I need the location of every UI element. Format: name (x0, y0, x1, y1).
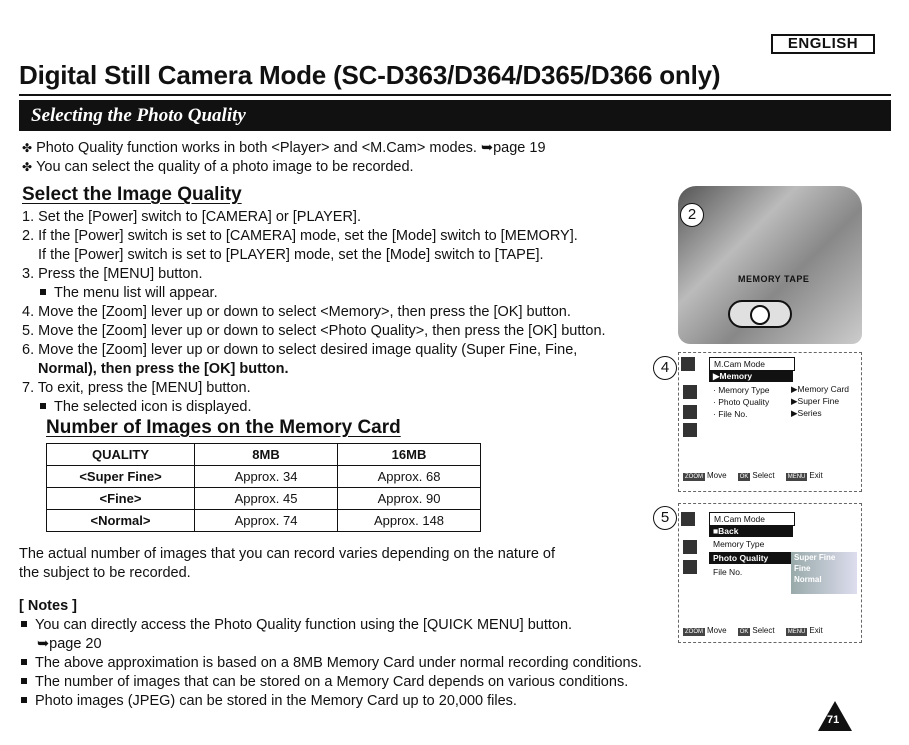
mode-title: M.Cam Mode (709, 512, 795, 526)
note-text: The above approximation is based on a 8MB Memory Card under normal recording conditions. (35, 655, 642, 671)
zoom-button-icon: ZOOM (685, 629, 703, 635)
table-cell: <Super Fine> (47, 466, 195, 488)
page-number: 71 (827, 714, 840, 726)
page-title: Digital Still Camera Mode (SC-D363/D364/D365/D366 only) (19, 60, 721, 90)
menu-value: ▶Super Fine (791, 396, 840, 406)
square-bullet-icon (21, 621, 27, 627)
menu-selected: ▶Memory (709, 370, 793, 382)
section-band (19, 100, 891, 131)
section-title: Selecting the Photo Quality (31, 105, 246, 126)
notes-heading: [ Notes ] (19, 598, 77, 614)
menu-item: · Photo Quality (713, 397, 770, 407)
diamond-bullet-icon: ✤ (22, 141, 33, 155)
footer-label: Exit (809, 471, 823, 480)
mode-switch-label: MEMORY TAPE (738, 274, 810, 284)
menu-item: Memory Type (713, 539, 765, 549)
ok-button-icon: OK (739, 629, 749, 635)
table-cell: Approx. 90 (338, 488, 481, 510)
table-cell: <Fine> (47, 488, 195, 510)
mode-title: M.Cam Mode (709, 357, 795, 371)
step-number-badge: 4 (653, 356, 677, 380)
quality-options (791, 552, 857, 594)
quality-option: Normal (794, 575, 822, 584)
square-bullet-icon (40, 403, 46, 409)
step-subline (38, 284, 218, 303)
camera-mode-icon (681, 357, 695, 371)
intro-line (22, 139, 546, 158)
menu-screen-4 (678, 352, 862, 492)
note-item (19, 616, 572, 635)
steps-heading: Select the Image Quality (22, 184, 242, 205)
step-line: 2. If the [Power] switch is set to [CAMERA] mode, set the [Mode] switch to [MEMORY]. (22, 228, 578, 244)
gear-icon (683, 423, 697, 437)
table-heading: Number of Images on the Memory Card (46, 417, 401, 438)
diamond-bullet-icon: ✤ (22, 160, 33, 174)
menu-value: ▶Series (791, 408, 822, 418)
table-cell: Approx. 74 (195, 510, 338, 532)
note-paragraph: the subject to be recorded. (19, 565, 191, 581)
footer-label: Select (752, 626, 775, 635)
menu-item-selected: Photo Quality (709, 552, 793, 564)
footer-label: Move (707, 471, 727, 480)
square-bullet-icon (21, 697, 27, 703)
step-line: 7. To exit, press the [MENU] button. (22, 380, 251, 396)
note-text: You can directly access the Photo Quality function using the [QUICK MENU] button. (35, 617, 573, 633)
step-line: If the [Power] switch is set to [PLAYER] mode, set the [Mode] switch to [TAPE]. (38, 247, 544, 263)
quality-table (46, 443, 481, 532)
step-line: 6. Move the [Zoom] lever up or down to select desired image quality (Super Fine, Fine, (22, 342, 578, 358)
table-header: QUALITY (47, 444, 195, 466)
table-cell: <Normal> (47, 510, 195, 532)
menu-screen-5 (678, 503, 862, 643)
memory-icon (683, 385, 697, 399)
table-cell: Approx. 68 (338, 466, 481, 488)
menu-footer (683, 626, 823, 636)
step-number-badge: 5 (653, 506, 677, 530)
step-line: 1. Set the [Power] switch to [CAMERA] or [PLAYER]. (22, 209, 361, 225)
table-row (47, 510, 481, 532)
menu-item: File No. (713, 567, 743, 577)
table-cell: Approx. 45 (195, 488, 338, 510)
menu-button-icon: MENU (787, 474, 806, 480)
step-subtext: The selected icon is displayed. (54, 399, 252, 415)
memory-icon (683, 540, 697, 554)
intro-line (22, 158, 414, 177)
intro-text: You can select the quality of a photo image to be recorded. (36, 159, 414, 175)
note-text: Photo images (JPEG) can be stored in the Memory Card up to 20,000 files. (35, 693, 517, 709)
step-line: 4. Move the [Zoom] lever up or down to select <Memory>, then press the [OK] button. (22, 304, 571, 320)
ok-button-icon: OK (739, 474, 749, 480)
menu-button-icon: MENU (787, 629, 806, 635)
menu-item: · File No. (713, 409, 748, 419)
footer-label: Move (707, 626, 727, 635)
menu-value: ▶Memory Card (791, 384, 850, 394)
back-item: ■Back (709, 525, 793, 537)
square-bullet-icon (21, 659, 27, 665)
step-subline (38, 398, 251, 417)
settings-icon (683, 405, 697, 419)
step-line: 5. Move the [Zoom] lever up or down to select <Photo Quality>, then press the [OK] button. (22, 323, 606, 339)
note-item: ➥page 20 (37, 636, 102, 652)
note-item (19, 692, 517, 711)
note-text: The number of images that can be stored on a Memory Card depends on various conditions. (35, 674, 629, 690)
menu-item: · Memory Type (713, 385, 770, 395)
table-row (47, 488, 481, 510)
table-cell: Approx. 34 (195, 466, 338, 488)
zoom-button-icon: ZOOM (685, 474, 703, 480)
square-bullet-icon (21, 678, 27, 684)
table-header-row (47, 444, 481, 466)
step-line: 3. Press the [MENU] button. (22, 266, 203, 282)
step-number-badge: 2 (680, 203, 704, 227)
menu-footer (683, 471, 823, 481)
language-badge: ENGLISH (771, 34, 875, 54)
camera-mode-icon (681, 512, 695, 526)
quality-option: Fine (794, 564, 811, 573)
title-rule (19, 94, 891, 96)
note-item (19, 654, 642, 673)
note-paragraph: The actual number of images that you can record varies depending on the nature of (19, 546, 556, 562)
note-item (19, 673, 628, 692)
table-header: 8MB (195, 444, 338, 466)
footer-label: Exit (809, 626, 823, 635)
table-cell: Approx. 148 (338, 510, 481, 532)
page-number-triangle (818, 701, 852, 731)
settings-icon (683, 560, 697, 574)
step-line: Normal), then press the [OK] button. (38, 361, 289, 377)
footer-label: Select (752, 471, 775, 480)
quality-option: Super Fine (794, 553, 836, 562)
table-row (47, 466, 481, 488)
camera-switch-photo (678, 186, 862, 344)
square-bullet-icon (40, 289, 46, 295)
intro-text: Photo Quality function works in both <Player> and <M.Cam> modes. ➥page 19 (36, 140, 546, 156)
step-subtext: The menu list will appear. (54, 285, 218, 301)
table-header: 16MB (338, 444, 481, 466)
mode-switch-icon (728, 300, 792, 328)
